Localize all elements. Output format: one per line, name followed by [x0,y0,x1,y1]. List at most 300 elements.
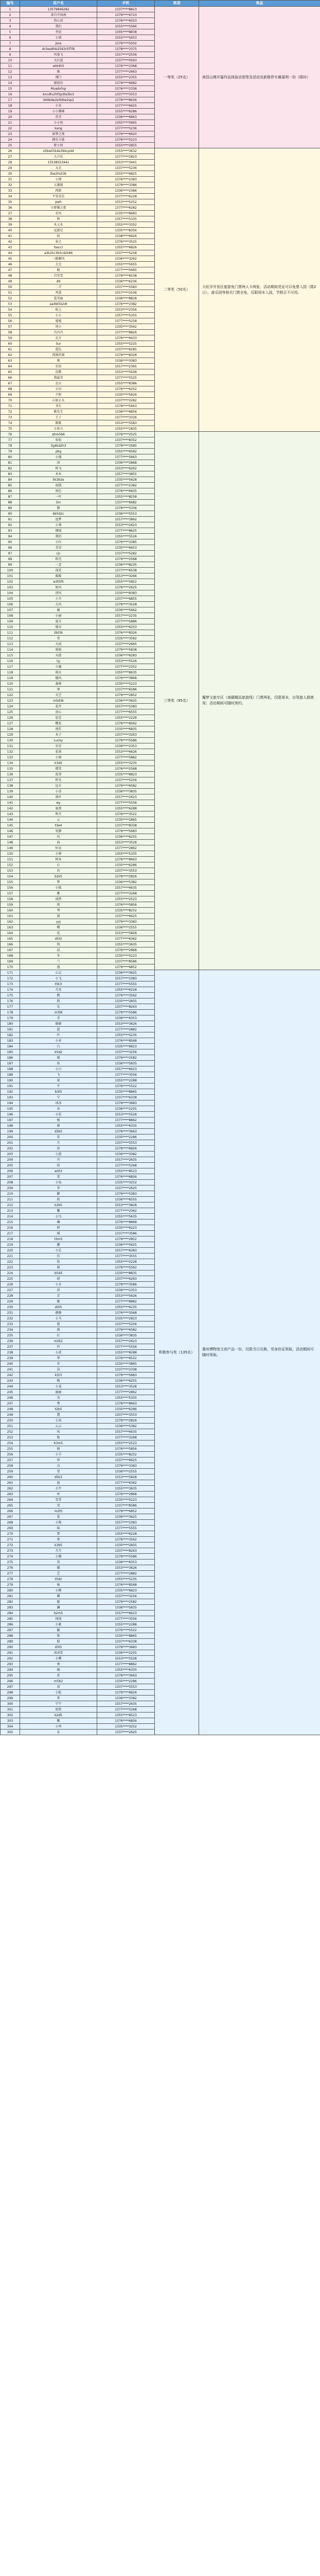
row-id: 138 [1,783,20,789]
row-username: 小雨 [20,755,97,760]
row-phone: 1355****3352 [97,222,155,228]
row-phone: 1337****2665 [97,641,155,647]
row-username: k3d5 [20,760,97,766]
row-phone: 1355****6335 [97,1123,155,1129]
row-username: 小羊 [20,1452,97,1458]
row-username: 流年 [20,726,97,732]
row-username: d5k3 [20,1475,97,1480]
row-id: 153 [1,868,20,874]
row-phone: 1336****3383 [97,358,155,364]
row-id: 260 [1,1475,20,1480]
row-id: 185 [1,1049,20,1055]
row-id: 145 [1,823,20,828]
row-username: 3g4kd2h3 [20,443,97,449]
row-phone: 1336****5553 [97,511,155,517]
row-username: 烟雨 [20,528,97,534]
row-username: 毓 [20,1628,97,1633]
row-id: 219 [1,1242,20,1248]
row-phone: 1336****2353 [97,743,155,749]
row-phone: 1377****6555 [97,709,155,715]
row-username: k2b5 [20,1202,97,1208]
row-username: 6k5d2c [20,511,97,517]
row-phone: 1336****2255 [97,1650,155,1656]
row-phone: 1336****5382 [97,1423,155,1429]
row-phone: 1355****5235 [97,1577,155,1582]
row-username: 春之 [20,239,97,245]
row-phone: 1379****6538 [97,273,155,279]
row-id: 183 [1,1038,20,1044]
row-username: 晴 [20,1055,97,1061]
row-username: 婷 [20,1225,97,1231]
row-username: 大风 [20,602,97,607]
row-id: 235 [1,1333,20,1338]
row-phone: 1353****3632 [97,148,155,154]
row-phone: 1336****3382 [97,1151,155,1157]
row-username: 平安喜乐 [20,194,97,199]
row-username: 安 [20,1134,97,1140]
row-username: 叶 [20,1032,97,1038]
row-id: 284 [1,1611,20,1616]
row-id: 211 [1,1197,20,1202]
row-username: 小葵 [20,522,97,528]
row-id: 114 [1,647,20,653]
row-phone: 1355****5225 [97,341,155,347]
row-id: 66 [1,375,20,381]
row-username: 月 [20,1140,97,1146]
row-phone: 1337****8586 [97,1503,155,1509]
row-username: b2k5 [20,874,97,879]
row-phone: 1335****6286 [97,862,155,868]
tier-cell: 积极参与奖（135名） [155,970,199,1735]
row-id: 165 [1,936,20,942]
row-id: 113 [1,641,20,647]
table-row [1,148,320,154]
row-phone: 1377****5886 [97,619,155,624]
row-phone: 1553****5626 [97,1293,155,1299]
row-username: 木木 [20,471,97,477]
row-id: 224 [1,1270,20,1276]
row-id: 110 [1,624,20,630]
row-username: 怡 [20,1259,97,1265]
table-row [1,432,320,437]
row-phone: 1376****2383 [97,177,155,182]
row-phone: 1377****2352 [97,664,155,670]
row-username: 嘻嘻 [20,318,97,324]
table-row [1,970,320,976]
row-username: 小草 [20,789,97,794]
row-username: 珍 [20,1458,97,1463]
row-id: 58 [1,330,20,335]
row-phone: 1376****6522 [97,1355,155,1361]
row-phone: 1376****3562 [97,1537,155,1543]
row-phone: 1379****3383 [97,1463,155,1469]
row-id: 11 [1,63,20,69]
row-username: 王子 [20,415,97,420]
row-id: 98 [1,556,20,562]
row-id: 174 [1,987,20,993]
row-phone: 1376****8568 [97,1038,155,1044]
row-phone: 1379****2852 [97,1236,155,1242]
row-phone: 1379****6852 [97,1509,155,1514]
row-id: 136 [1,772,20,777]
row-id: 172 [1,976,20,981]
row-id: 282 [1,1599,20,1605]
row-id: 228 [1,1293,20,1299]
row-id: 28 [1,160,20,165]
row-phone: 1557****6623 [97,1066,155,1072]
row-id: 99 [1,562,20,568]
row-id: 124 [1,704,20,709]
row-id: 81 [1,460,20,466]
row-id: 276 [1,1565,20,1571]
row-username: 沉默 [20,369,97,375]
row-phone: 1335****2835 [97,998,155,1004]
row-phone: 1379****5683 [97,828,155,834]
row-id: 253 [1,1435,20,1440]
row-id: 109 [1,619,20,624]
row-id: 159 [1,902,20,908]
row-id: 115 [1,653,20,658]
row-id: 297 [1,1684,20,1690]
row-phone: 1557****6383 [97,1248,155,1253]
row-phone: 1553****5828 [97,930,155,936]
row-phone: 1377****5555 [97,1526,155,1531]
row-id: 105 [1,596,20,602]
row-phone: 1376****5856 [97,1446,155,1452]
row-id: 176 [1,998,20,1004]
row-username: 月亮 [20,987,97,993]
row-id: 214 [1,1214,20,1219]
row-username: 一念 [20,562,97,568]
row-username: 瑶 [20,1231,97,1236]
row-id: 6 [1,35,20,41]
row-id: 298 [1,1690,20,1696]
row-id: 73 [1,415,20,420]
row-id: 305 [1,1730,20,1735]
row-id: 34 [1,194,20,199]
row-phone: 1336****6353 [97,1560,155,1565]
row-username: 梅 [20,1378,97,1384]
row-id: 265 [1,1503,20,1509]
row-phone: 1557****2383 [97,976,155,981]
row-username: ahm5b6 [20,432,97,437]
row-id: 248 [1,1406,20,1412]
row-phone: 1376****8663 [97,857,155,862]
row-id: 171 [1,970,20,976]
row-username: 思念 [20,715,97,721]
row-phone: 1335****8356 [97,228,155,233]
row-phone: 1377****2882 [97,1571,155,1577]
row-username: 蝶 [20,925,97,930]
header-tier: 奖项 [155,1,199,7]
row-username: 15538553441 [20,160,97,165]
row-username: 我最美 [20,375,97,381]
row-phone: 1379****5683 [97,1372,155,1378]
row-id: 262 [1,1486,20,1492]
row-username: 夏夜 [20,806,97,811]
row-phone: 1376****2525 [97,432,155,437]
row-phone: 1557****2623 [97,794,155,800]
row-phone: 1337****2625 [97,1730,155,1735]
row-username: 海 [20,840,97,845]
row-username: 熊 [20,993,97,998]
row-phone: 1379****5586 [97,738,155,743]
row-phone: 1337****6855 [97,596,155,602]
row-id: 289 [1,1639,20,1645]
row-phone: 1379****2826 [97,1418,155,1423]
row-username: 雨 [20,913,97,919]
row-username: 大海 [20,641,97,647]
row-username: 小鹿 [20,664,97,670]
row-username: kang [20,126,97,131]
row-username: 雯 [20,1174,97,1180]
row-phone: 1379****5383 [97,1191,155,1197]
row-username: 海浪 [20,483,97,488]
row-phone: 1335****2865 [97,817,155,823]
prize-cell: 南昌山姆开篇作品体验店团签及活动及新推荐专属福利一份（限时） [199,7,320,148]
row-id: 96 [1,545,20,551]
row-phone: 1335****8252 [97,1452,155,1458]
row-username: 娟 [20,1446,97,1452]
row-phone: 1335****5223 [97,1497,155,1503]
row-id: 24 [1,137,20,143]
row-phone: 1336****2386 [97,188,155,194]
winner-rows [1,7,320,1735]
row-phone: 1337****3553 [97,1412,155,1418]
row-phone: 1376****8663 [97,1401,155,1406]
row-username: 鱼 [20,1061,97,1066]
row-phone: 1379****8636 [97,97,155,103]
row-phone: 1336****2555 [97,1469,155,1475]
row-username: 夏天 [20,619,97,624]
row-id: 10 [1,58,20,63]
row-phone: 1335****3582 [97,636,155,641]
row-phone: 1355****2835 [97,426,155,432]
row-phone: 1377****3556 [97,1616,155,1622]
row-id: 134 [1,760,20,766]
row-id: 108 [1,613,20,619]
row-username: 欣 [20,1197,97,1202]
row-phone: 1337****5256 [97,777,155,783]
row-phone: 1557****2536 [97,290,155,296]
row-username: 风筝飞 [20,52,97,58]
row-phone: 1377****2382 [97,483,155,488]
row-phone: 1379****2582 [97,1599,155,1605]
row-phone: 1379****8328 [97,352,155,358]
row-username: 翔门 [20,75,97,80]
table-row [1,7,320,12]
row-id: 79 [1,449,20,454]
row-phone: 1336****8235 [97,562,155,568]
row-phone: 1336****3625 [97,698,155,704]
row-id: 226 [1,1282,20,1287]
row-username: 一叶 [20,494,97,500]
row-username: 小蛇 [20,1690,97,1696]
row-username: 大红蓝 [20,58,97,63]
row-username: 萌萌 [20,647,97,653]
row-id: 281 [1,1594,20,1599]
row-phone: 1337****5282 [97,551,155,556]
row-phone: 1337****6338 [97,1639,155,1645]
row-phone: 1379****6620 [97,131,155,137]
row-id: 299 [1,1696,20,1701]
row-username: 佳 [20,1253,97,1259]
row-id: 263 [1,1492,20,1497]
row-id: 286 [1,1622,20,1628]
row-id: 243 [1,1378,20,1384]
row-username: Muwbrlnp [20,86,97,92]
row-phone: 1377****5268 [97,1163,155,1168]
row-phone: 1335****6823 [97,1588,155,1594]
row-username: 小鹰 [20,1656,97,1662]
row-username: 娜 [20,1242,97,1248]
row-id: 270 [1,1531,20,1537]
row-id: 20 [1,114,20,120]
row-id: 100 [1,568,20,573]
row-id: 130 [1,738,20,743]
row-id: 144 [1,817,20,823]
row-id: 42 [1,239,20,245]
row-phone: 1355****3235 [97,760,155,766]
row-username: 馨 [20,1208,97,1214]
row-id: 23 [1,131,20,137]
row-username: 小龙 [20,1384,97,1389]
row-id: 216 [1,1225,20,1231]
row-username: 来自中国南 [20,12,97,18]
prize-cell: 大旺洋开发区旅游免门票两人卡两张，活动期间凭证可以免票入园（限2日），游乐园等相关门票全免，仅限周末入园，节假日不可用。 [199,148,320,432]
row-id: 193 [1,1095,20,1100]
row-username: dd [20,279,97,284]
row-username: 微笑 [20,766,97,772]
row-username: 风 [20,834,97,840]
row-phone: 1337****3256 [97,1594,155,1599]
row-username: 冬 [20,953,97,959]
row-phone: 1355****3635 [97,1486,155,1492]
row-phone: 1377****8882 [97,1299,155,1304]
row-phone: 1335****8835 [97,1270,155,1276]
row-username: 小蓝 [20,1151,97,1157]
row-id: 106 [1,602,20,607]
row-id: 14 [1,80,20,86]
row-username: 樱花 [20,721,97,726]
row-id: 147 [1,834,20,840]
row-username: 宁 [20,1095,97,1100]
row-username: 小小 [20,313,97,318]
row-phone: 1336****6555 [97,1197,155,1202]
row-username: 青草 [20,545,97,551]
row-phone: 1377****2882 [97,1027,155,1032]
row-username: 百里雪 [20,273,97,279]
row-id: 222 [1,1259,20,1265]
row-phone: 1357****5335 [97,216,155,222]
row-phone: 1377****8826 [97,330,155,335]
row-phone: 1555****2855 [97,143,155,148]
row-phone: 1336****2255 [97,1106,155,1112]
row-username: 小墨 [20,454,97,460]
row-phone: 1355****6253 [97,624,155,630]
row-id: 189 [1,1072,20,1078]
row-phone: 1557****2556 [97,52,155,58]
row-phone: 1379****2582 [97,1055,155,1061]
row-phone: 1357****3855 [97,471,155,477]
row-phone: 1557****6623 [97,1611,155,1616]
row-phone: 1338****6626 [97,233,155,239]
row-phone: 1337****3553 [97,868,155,874]
row-phone: 1376****8326 [97,630,155,636]
row-phone: 1376****8568 [97,1582,155,1588]
row-id: 280 [1,1588,20,1594]
row-phone: 1553****3626 [97,1021,155,1027]
row-username: m2t5 [20,1509,97,1514]
row-phone: 1336****6255 [97,834,155,840]
row-phone: 1336****3625 [97,970,155,976]
row-phone: 1376****5522 [97,1628,155,1633]
row-username: 荣 [20,1503,97,1509]
row-phone: 1379****5663 [97,403,155,409]
row-id: 64 [1,364,20,369]
row-phone: 1336****3262 [97,256,155,262]
row-id: 247 [1,1401,20,1406]
row-username: 好运 [20,845,97,851]
row-username: 陈先生 [20,409,97,415]
row-phone: 1335****3562 [97,324,155,330]
row-id: 229 [1,1299,20,1304]
row-phone: 1337****6586 [97,687,155,692]
row-phone: 1355****6235 [97,1304,155,1310]
row-phone: 1355****6582 [97,449,155,454]
header-username: 用户名 [20,1,97,7]
row-username: 大兴乐 [20,154,97,160]
row-id: 255 [1,1446,20,1452]
row-id: 117 [1,664,20,670]
row-username: 小肆 [20,177,97,182]
row-id: 127 [1,721,20,726]
row-username: 心 [20,862,97,868]
tier-cell: 三等奖（95名） [155,432,199,970]
row-phone: 1553****3528 [97,1384,155,1389]
row-id: 261 [1,1480,20,1486]
row-id: 203 [1,1151,20,1157]
row-id: 22 [1,126,20,131]
row-username: 安静 [20,828,97,834]
row-username: 云 [20,817,97,823]
row-id: 107 [1,607,20,613]
row-username: 如梦之夜 [20,131,97,137]
row-id: 288 [1,1633,20,1639]
row-id: 236 [1,1338,20,1344]
row-phone: 1376****3663 [97,1129,155,1134]
row-username: 小田 [20,386,97,392]
row-username: 孤独的狼 [20,352,97,358]
row-username: cjc [20,551,97,556]
row-id: 101 [1,573,20,579]
row-id: 87 [1,494,20,500]
row-username: 茹 [20,1480,97,1486]
row-id: 62 [1,352,20,358]
row-username: 感恩坊 [20,80,97,86]
row-phone: 1376****5856 [97,902,155,908]
row-phone: 1337****0563 [97,58,155,63]
row-username: d5t2 [20,936,97,942]
row-id: 160 [1,908,20,913]
row-phone: 1335****2823 [97,1316,155,1321]
row-username: 晨 [20,947,97,953]
row-id: 167 [1,947,20,953]
row-id: 212 [1,1202,20,1208]
row-id: 85 [1,483,20,488]
row-phone: 1355****6288 [97,806,155,811]
row-username: 宁宁 [20,1701,97,1707]
